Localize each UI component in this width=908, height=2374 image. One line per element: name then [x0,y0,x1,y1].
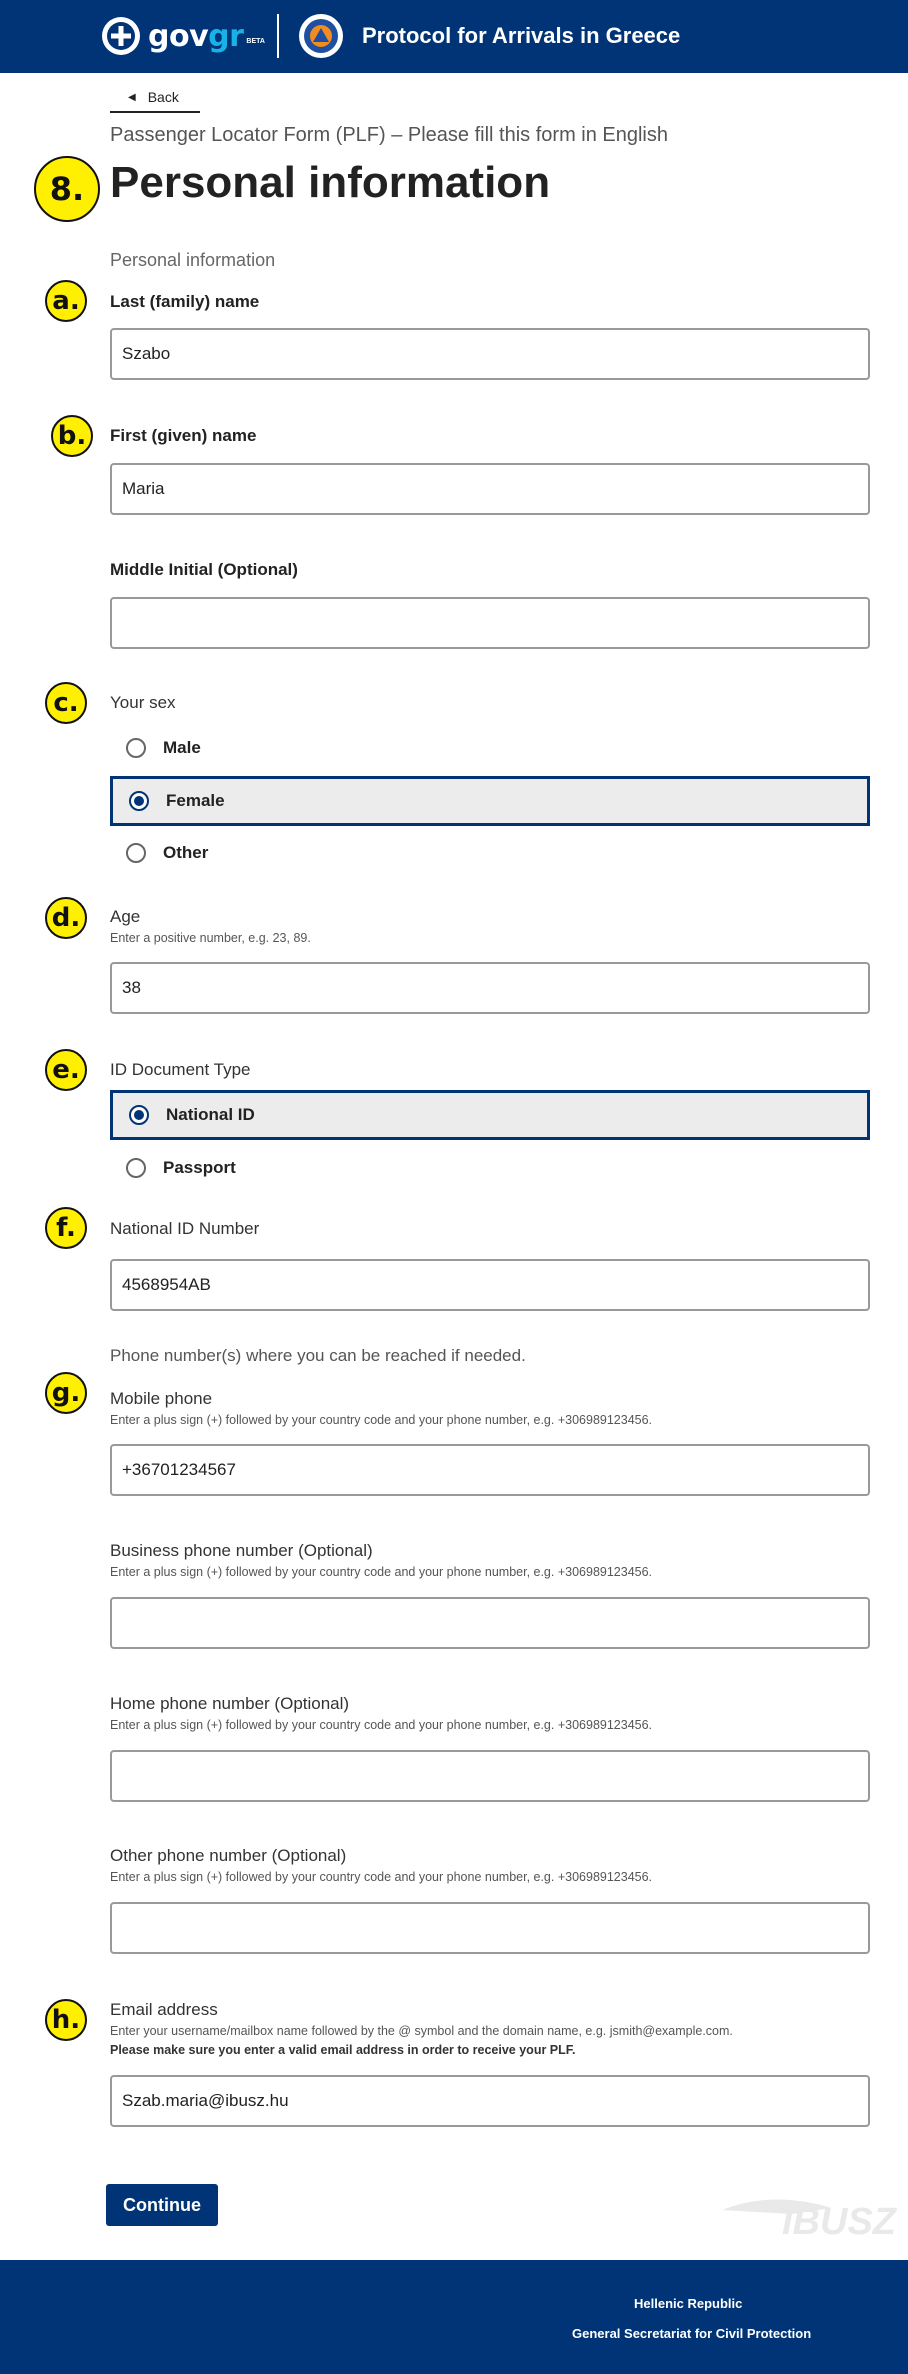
govgr-logo[interactable]: govgr [148,18,244,54]
last-name-label: Last (family) name [110,292,260,311]
age-input[interactable]: 38 [110,962,870,1014]
other-phone-label: Other phone number (Optional) [110,1846,347,1865]
business-phone-input[interactable] [110,1597,870,1649]
age-label: Age [110,907,141,926]
sex-option-label: Other [163,843,209,862]
first-name-input[interactable]: Maria [110,463,870,515]
id-type-label: ID Document Type [110,1060,251,1079]
annotation-badge-g: g. [45,1372,87,1414]
annotation-badge-h: h. [45,1999,87,2041]
annotation-badge-a: a. [45,280,87,322]
header-divider [277,14,279,58]
mobile-phone-input[interactable]: +36701234567 [110,1444,870,1496]
continue-button[interactable]: Continue [106,2184,218,2226]
business-phone-label: Business phone number (Optional) [110,1541,373,1560]
page-title: Personal information [110,158,551,207]
national-id-input[interactable]: 4568954AB [110,1259,870,1311]
ibusz-watermark-logo [712,2180,908,2250]
national-id-label: National ID Number [110,1219,260,1238]
header-title: Protocol for Arrivals in Greece [361,23,681,48]
civil-protection-logo-icon [299,14,343,58]
section-legend: Personal information [110,250,276,270]
radio-circle-icon[interactable] [126,738,146,758]
id-type-option-label: National ID [166,1105,255,1124]
email-label: Email address [110,2000,218,2019]
beta-badge: BETA [246,37,265,45]
phone-intro: Phone number(s) where you can be reached if needed. [110,1346,526,1365]
email-input[interactable]: Szab.maria@ibusz.hu [110,2075,870,2127]
annotation-badge-f: f. [45,1207,87,1249]
step-badge: 8. [34,156,100,222]
radio-selected-icon[interactable] [129,791,149,811]
home-phone-hint: Enter a plus sign (+) followed by your country code and your phone number, e.g. +306989123456. [110,1718,653,1732]
home-phone-input[interactable] [110,1750,870,1802]
greek-emblem-icon [102,17,140,55]
brand-bar [102,11,680,61]
last-name-input[interactable]: Szabo [110,328,870,380]
id-type-option-national-id[interactable] [110,1090,870,1140]
middle-initial-input[interactable] [110,597,870,649]
id-type-option-passport[interactable] [110,1143,870,1193]
back-arrow-icon: ◀ [128,91,136,103]
email-hint: Enter your username/mailbox name followed by the @ symbol and the domain name, e.g. jsmith@example.com. [110,2024,733,2038]
footer-hellenic-republic: Hellenic Republic [634,2296,743,2311]
sex-option-male[interactable] [110,723,870,773]
other-phone-input[interactable] [110,1902,870,1954]
sex-option-label: Female [166,791,225,810]
mobile-phone-hint: Enter a plus sign (+) followed by your country code and your phone number, e.g. +306989123456. [110,1413,653,1427]
annotation-badge-e: e. [45,1049,87,1091]
id-type-option-label: Passport [163,1158,236,1177]
annotation-badge-b: b. [51,415,93,457]
radio-circle-icon[interactable] [126,843,146,863]
email-hint-bold: Please make sure you enter a valid email address in order to receive your PLF. [110,2043,576,2057]
svg-text:IBUSZ: IBUSZ [782,2201,896,2243]
home-phone-label: Home phone number (Optional) [110,1694,350,1713]
middle-initial-label: Middle Initial (Optional) [110,560,298,579]
sex-label: Your sex [110,693,176,712]
age-hint: Enter a positive number, e.g. 23, 89. [110,931,311,945]
back-label: Back [147,89,179,105]
mobile-phone-label: Mobile phone [110,1389,213,1408]
business-phone-hint: Enter a plus sign (+) followed by your country code and your phone number, e.g. +306989123456. [110,1565,653,1579]
site-footer [0,2260,908,2374]
radio-circle-icon[interactable] [126,1158,146,1178]
back-link[interactable] [110,83,200,113]
sex-option-other[interactable] [110,828,870,878]
other-phone-hint: Enter a plus sign (+) followed by your country code and your phone number, e.g. +306989123456. [110,1870,653,1884]
radio-selected-icon[interactable] [129,1105,149,1125]
annotation-badge-d: d. [45,897,87,939]
footer-civil-protection: General Secretariat for Civil Protection [572,2326,812,2341]
sex-option-female[interactable] [110,776,870,826]
site-header [0,0,908,73]
first-name-label: First (given) name [110,426,257,445]
annotation-badge-c: c. [45,682,87,724]
form-caption: Passenger Locator Form (PLF) – Please fill this form in English [110,124,668,146]
sex-option-label: Male [163,738,201,757]
